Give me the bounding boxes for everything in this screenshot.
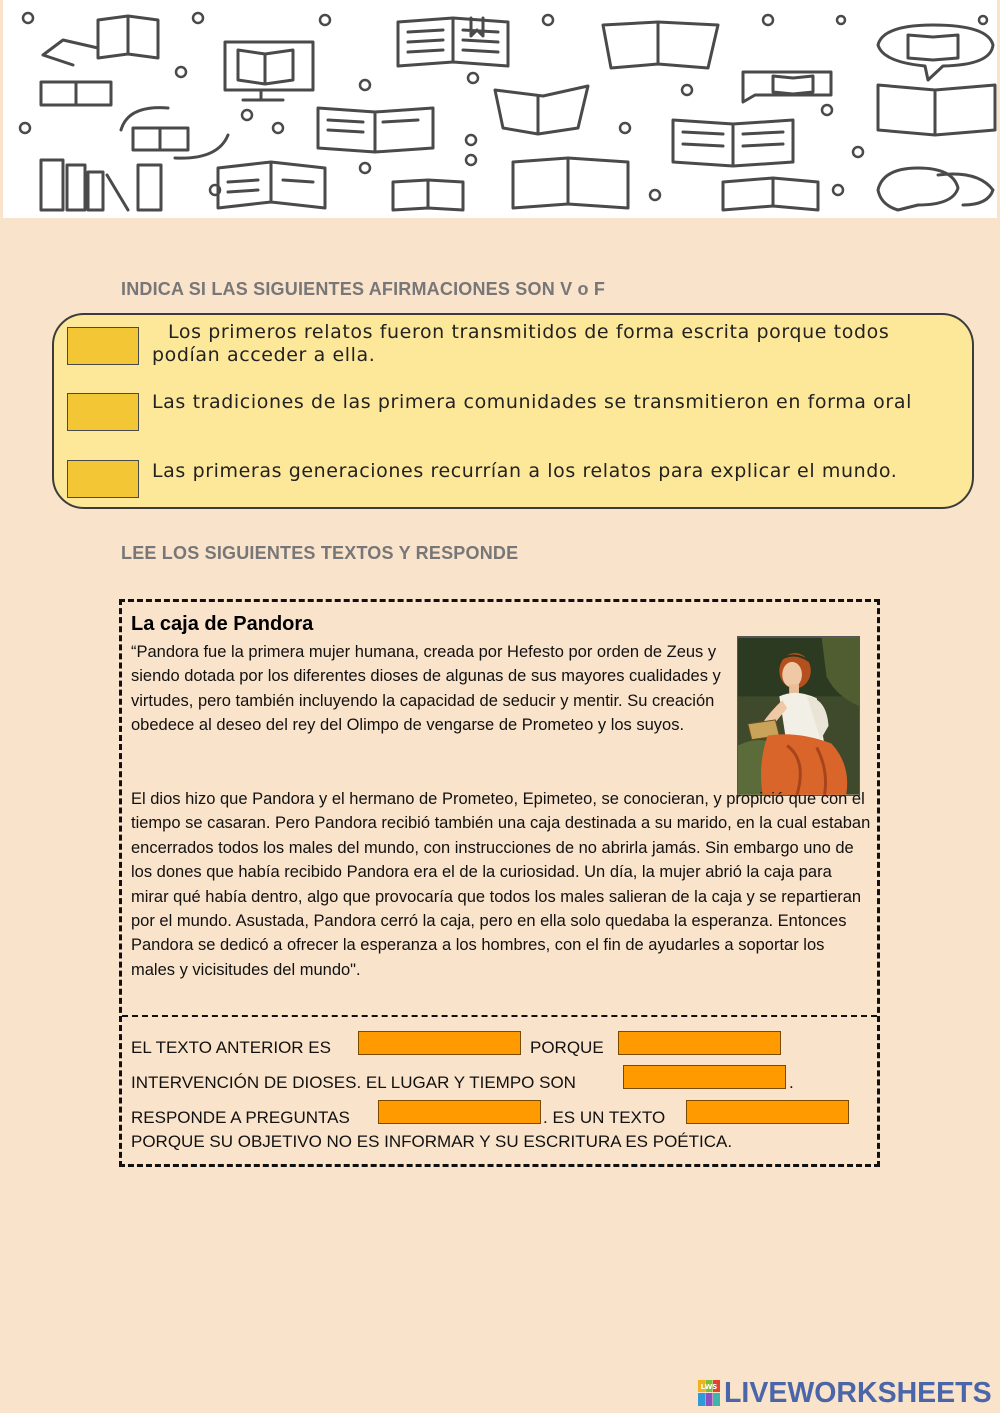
answer-blank-1[interactable] (358, 1031, 521, 1055)
story-paragraph-1: “Pandora fue la primera mujer humana, creada por Hefesto por orden de Zeus y siendo dotada por los diferentes dioses de algunas de sus mayores cualidades y virtudes, pero también incluyendo la capacidad de seducir y mentir. Su creación obedece al deseo del rey del Olimpo de vengarse de Prometeo y los suyos. (131, 643, 721, 735)
statement-3: Las primeras generaciones recurrían a los relatos para explicar el mundo. (152, 460, 898, 482)
answer-box-1[interactable] (67, 327, 139, 365)
true-false-panel (52, 313, 974, 509)
question-line-2a: INTERVENCIÓN DE DIOSES. EL LUGAR Y TIEMPO SON (131, 1073, 576, 1092)
story-title: La caja de Pandora (131, 613, 314, 635)
answer-blank-3[interactable] (623, 1065, 786, 1089)
dashed-divider (122, 1015, 877, 1017)
pandora-illustration (738, 637, 859, 795)
logo-mark-text: LWS (700, 1383, 718, 1391)
question-line-3a: RESPONDE A PREGUNTAS (131, 1108, 350, 1127)
liveworksheets-logo (698, 1376, 994, 1410)
books-banner (3, 0, 997, 218)
statement-1: Los primeros relatos fueron transmitidos de forma escrita porque todos podían acceder a ella. (152, 321, 890, 366)
statement-2: Las tradiciones de las primera comunidades se transmitieron en forma oral (152, 391, 912, 413)
answer-blank-5[interactable] (686, 1100, 849, 1124)
question-line-4: PORQUE SU OBJETIVO NO ES INFORMAR Y SU ESCRITURA ES POÉTICA. (131, 1132, 733, 1151)
answer-box-3[interactable] (67, 460, 139, 498)
books-illustration (3, 0, 997, 218)
question-line-3b: . ES UN TEXTO (543, 1108, 666, 1127)
pandora-painting (737, 636, 860, 796)
liveworksheets-wordmark: LIVEWORKSHEETS (724, 1377, 992, 1409)
true-false-heading: INDICA SI LAS SIGUIENTES AFIRMACIONES SON V o F (121, 279, 606, 299)
answer-box-2[interactable] (67, 393, 139, 431)
question-line-2b: . (789, 1073, 794, 1092)
answer-blank-4[interactable] (378, 1100, 541, 1124)
reading-heading: LEE LOS SIGUIENTES TEXTOS Y RESPONDE (121, 543, 519, 563)
answer-blank-2[interactable] (618, 1031, 781, 1055)
story-paragraph-2: El dios hizo que Pandora y el hermano de Prometeo, Epimeteo, se conocieran, y propició que con el tiempo se casaran. Pero Pandora recibió también una caja destinada a su marido, en la cual estaban encerrados todos los males del mundo, con instrucciones de no abrirla jamás. Sin embargo uno de los dones que había recibido Pandora era el de la curiosidad. Un día, la mujer abrió la caja para mirar qué había dentro, algo que provocaría que todos los males salieran de la caja y se repartieran por el mundo. Asustada, Pandora cerró la caja, pero en ella solo quedaba la esperanza. Entonces Pandora se dedicó a ofrecer la esperanza a los hombres, con el fin de ayudarles a soportar los males y vicisitudes del mundo". (131, 790, 871, 979)
question-line-1a: EL TEXTO ANTERIOR ES (131, 1038, 331, 1057)
reading-box (119, 599, 880, 1167)
question-line-1b: PORQUE (530, 1038, 604, 1057)
liveworksheets-logo-icon (698, 1380, 720, 1406)
